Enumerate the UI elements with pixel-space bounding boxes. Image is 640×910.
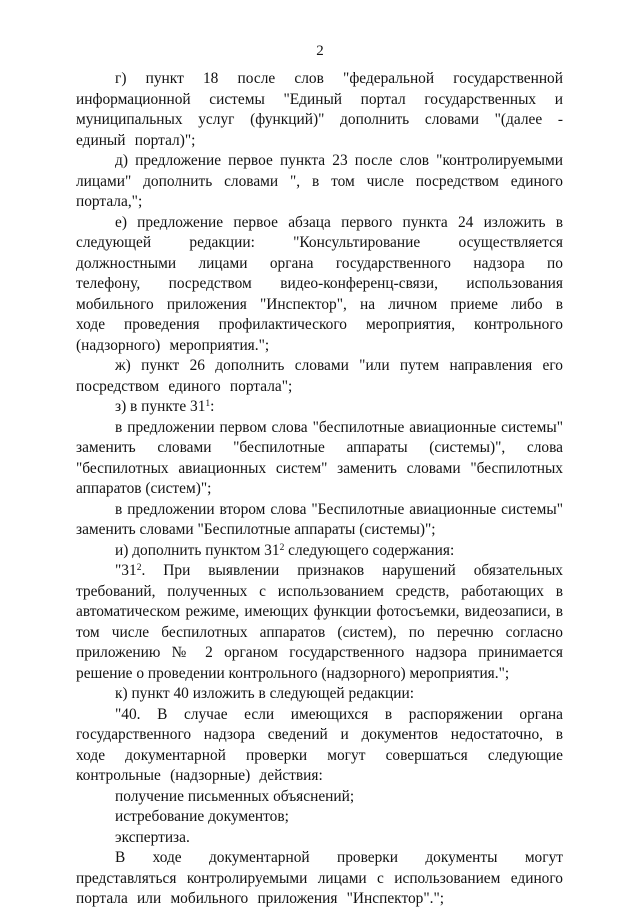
- paragraph-amendment-d: д) предложение первое пункта 23 после слов "контролируемыми лицами" дополнить словами ", в том числе посредством единого портала,";: [76, 152, 563, 210]
- superscript: 2: [136, 561, 142, 573]
- paragraph-sentence-second: в предложении втором слова "Беспилотные авиационные системы" заменить словами "Беспилотные аппараты (системы)";: [76, 500, 563, 538]
- page-number: 2: [316, 43, 324, 59]
- list-item-expertise: экспертиза.: [115, 828, 190, 846]
- paragraph-amendment-e: е) предложение первое абзаца первого пункта 24 изложить в следующей редакции: "Консультирование осуществляется должностными лицами органа государственного надзора по телефону, посредством видео-конференц-связи, использования мобильного приложения "Инспектор", на личном приеме либо в ходе проведения профилактического мероприятия, контрольного (надзорного) мероприятия.";: [76, 213, 563, 354]
- paragraph-amendment-zh: ж) пункт 26 дополнить словами "или путем направления его посредством единого портала";: [76, 357, 563, 395]
- paragraph-amendment-i: и) дополнить пунктом $31^2$ следующего содержания:: [115, 541, 455, 559]
- paragraph-point-40: "40. В случае если имеющихся в распоряжении органа государственного надзора сведений и документов недостаточно, в ходе документарной проверки могут совершаться следующие контрольные (надзорные) действия:: [76, 705, 563, 784]
- paragraph-amendment-g: г) пункт 18 после слов "федеральной государственной информационной системы "Единый портал государственных и муниципальных услуг (функций)" дополнить словами "(далее - единый портал)";: [76, 70, 563, 149]
- paragraph-final: В ходе документарной проверки документы могут представляться контролируемыми лицами с использованием единого портала или мобильного приложения "Инспектор".";: [76, 849, 563, 907]
- list-item-documents: истребование документов;: [115, 808, 289, 825]
- superscript: 2: [279, 541, 285, 553]
- list-item-explanations: получение письменных объяснений;: [115, 787, 355, 805]
- document-body: [76, 69, 563, 910]
- paragraph-amendment-z: з) в пункте $31^1$:: [115, 397, 215, 415]
- superscript: 1: [205, 397, 211, 409]
- paragraph-point-31-2: "$31^2$. При выявлении признаков нарушений обязательных требований, полученных с использованием средств, работающих в автоматическом режиме, имеющих функции фотосъемки, видеозаписи, в том числе беспилотных аппаратов (систем), по перечню согласно приложению № 2 органом государственного надзора принимается решение о проведении контрольного (надзорного) мероприятия.";: [76, 561, 563, 682]
- paragraph-amendment-k: к) пункт 40 изложить в следующей редакции:: [115, 685, 414, 702]
- paragraph-sentence-first: в предложении первом слова "беспилотные авиационные системы" заменить словами "беспилотные аппараты (системы)", слова "беспилотных авиационных систем" заменить словами "беспилотных аппаратов (систем)";: [76, 418, 563, 497]
